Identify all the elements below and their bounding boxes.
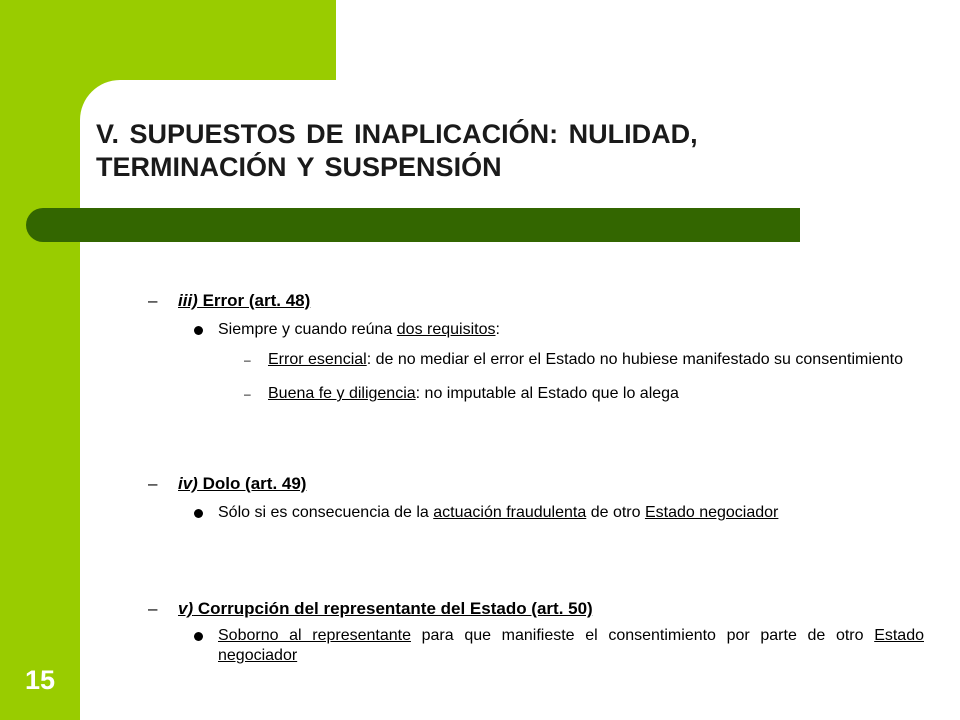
title-line-1: V. SUPUESTOS DE INAPLICACIÓN: NULIDAD, [96, 119, 698, 149]
bullet-dot [194, 326, 203, 335]
bullet-dot [194, 632, 203, 641]
bullet-underlined-2: Estado negociador [644, 504, 779, 521]
title-bar [80, 208, 800, 242]
heading-text [178, 474, 306, 493]
section-error [148, 290, 924, 404]
dash-marker: – [148, 291, 158, 310]
sub-text: : de no mediar el error el Estado no hubiese manifestado su consentimiento [366, 351, 904, 368]
sub-dash: – [244, 387, 251, 401]
bullet-underlined: dos requisitos [396, 321, 496, 338]
dash-marker: – [148, 599, 158, 618]
heading-italic: iii) [178, 291, 198, 310]
bullet-underlined: actuación fraudulenta [433, 504, 587, 521]
heading-rest: Corrupción del representante del Estado (art. 50) [193, 599, 593, 618]
bullet-text: para que manifieste el consentimiento por parte de otro [410, 627, 875, 644]
section-dolo [148, 473, 924, 523]
sub-item-2 [148, 384, 924, 404]
title-line-2: TERMINACIÓN Y SUSPENSIÓN [96, 152, 502, 182]
heading-text [178, 291, 310, 310]
bullet-underlined: Soborno al representante [218, 627, 411, 644]
section-heading [148, 473, 924, 495]
bullet-item [148, 320, 924, 340]
dash-marker: – [148, 474, 158, 493]
heading-rest: Dolo (art. 49) [197, 474, 307, 493]
bullet-item [148, 626, 924, 666]
heading-text [178, 599, 593, 618]
sub-item-1 [148, 350, 924, 370]
section-corrupcion [148, 598, 924, 666]
bullet-text-mid: de otro [586, 504, 645, 521]
sub-text: : no imputable al Estado que lo alega [415, 385, 679, 402]
bullet-underlined-2: Estado negociador [218, 627, 924, 664]
bullet-dot [194, 509, 203, 518]
bullet-text: Sólo si es consecuencia de la [218, 504, 434, 521]
bullet-item [148, 503, 924, 523]
section-heading [148, 598, 924, 620]
sub-underlined: Error esencial [268, 351, 367, 368]
bullet-text-end: : [495, 321, 500, 338]
title-bar-cap [26, 208, 82, 242]
section-heading [148, 290, 924, 312]
heading-rest: Error (art. 48) [197, 291, 311, 310]
slide-number: 15 [24, 665, 56, 695]
heading-italic: v) [178, 599, 194, 618]
slide-title [96, 118, 816, 184]
heading-italic: iv) [178, 474, 198, 493]
sub-dash: – [244, 353, 251, 367]
sub-underlined: Buena fe y diligencia [268, 385, 416, 402]
bullet-text: Siempre y cuando reúna [218, 321, 397, 338]
